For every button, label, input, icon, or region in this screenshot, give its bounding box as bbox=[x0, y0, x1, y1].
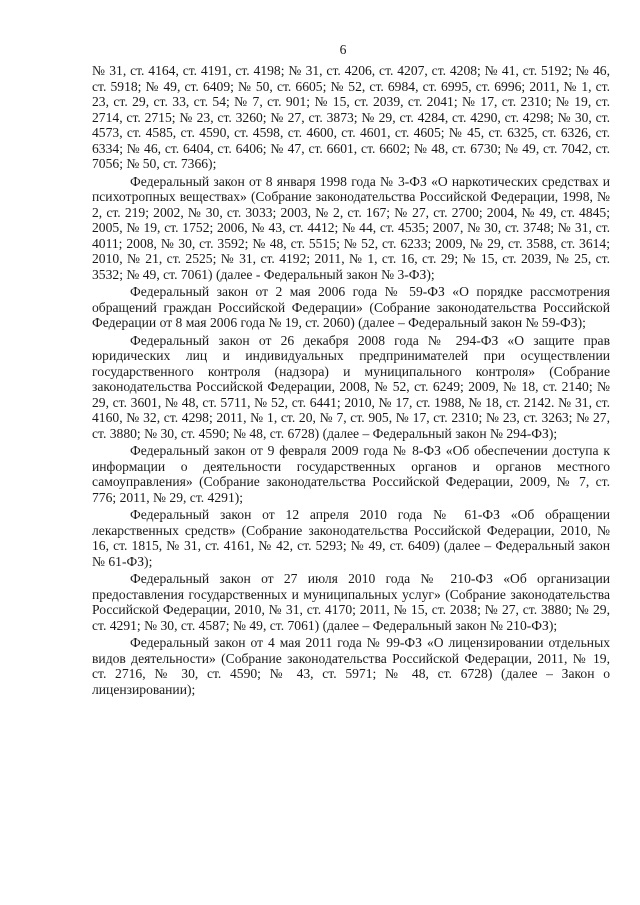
paragraph-law-61fz: Федеральный закон от 12 апреля 2010 года № 61-ФЗ «Об обращении лекарственных средств» (Собрание законодательства Российской Федерации, 2010, № 16, ст. 1815, № 31, ст. 4161, № 42, ст. 5293; № 49, ст. 6409) (далее – Федеральный закон № 61-ФЗ); bbox=[92, 507, 610, 569]
paragraph-law-8fz: Федеральный закон от 9 февраля 2009 года № 8-ФЗ «Об обеспечении доступа к информации о деятельности государственных органов и органов местного самоуправления» (Собрание законодательства Российской Федерации, 2009, № 7, ст. 776; 2011, № 29, ст. 4291); bbox=[92, 443, 610, 505]
paragraph-law-210fz: Федеральный закон от 27 июля 2010 года № 210-ФЗ «Об организации предоставления государственных и муниципальных услуг» (Собрание законодательства Российской Федерации, 2010, № 31, ст. 4170; 2011, № 15, ст. 2038; № 27, ст. 3880; № 29, ст. 4291; № 30, ст. 4587; № 49, ст. 7061) (далее – Федеральный закон № 210-ФЗ); bbox=[92, 571, 610, 633]
paragraph-law-3fz: Федеральный закон от 8 января 1998 года № 3-ФЗ «О наркотических средствах и психотропных веществах» (Собрание законодательства Российской Федерации, 1998, № 2, ст. 219; 2002, № 30, ст. 3033; 2003, № 2, ст. 167; № 27, ст. 2700; 2004, № 49, ст. 4845; 2005, № 19, ст. 1752; 2006, № 43, ст. 4412; № 44, ст. 4535; 2007, № 30, ст. 3748; № 31, ст. 4011; 2008, № 30, ст. 3592; № 48, ст. 5515; № 52, ст. 6233; 2009, № 29, ст. 3588, ст. 3614; 2010, № 21, ст. 2525; № 31, ст. 4192; 2011, № 1, ст. 16, ст. 29; № 15, ст. 2039, № 25, ст. 3532; № 49, ст. 7061) (далее - Федеральный закон № 3-ФЗ); bbox=[92, 173, 610, 282]
paragraph-law-99fz: Федеральный закон от 4 мая 2011 года № 99-ФЗ «О лицензировании отдельных видов деятельности» (Собрание законодательства Российской Федерации, 2011, № 19, ст. 2716, № 30, ст. 4590; № 43, ст. 5971; № 48, ст. 6728) (далее – Закон о лицензировании); bbox=[92, 635, 610, 697]
paragraph-law-294fz: Федеральный закон от 26 декабря 2008 года № 294-ФЗ «О защите прав юридических лиц и индивидуальных предпринимателей при осуществлении государственного контроля (надзора) и муниципального контроля» (Собрание законодательства Российской Федерации, 2008, № 52, ст. 6249; 2009, № 18, ст. 2140; № 29, ст. 3601, № 48, ст. 5711, № 52, ст. 6441; 2010, № 17, ст. 1988, № 18, ст. 2142. № 31, ст. 4160, № 32, ст. 4298; 2011, № 1, ст. 20, № 7, ст. 905, № 17, ст. 2310; № 23, ст. 3263; № 27, ст. 3880; № 30, ст. 4590; № 48, ст. 6728) (далее – Федеральный закон № 294-ФЗ); bbox=[92, 332, 610, 441]
paragraph-continuation: № 31, ст. 4164, ст. 4191, ст. 4198; № 31, ст. 4206, ст. 4207, ст. 4208; № 41, ст. 5192; № 46, ст. 5918; № 49, ст. 6409; № 50, ст. 6605; № 52, ст. 6984, ст. 6995, ст. 6996; 2011, № 1, ст. 23, ст. 29, ст. 33, ст. 54; № 7, ст. 901; № 15, ст. 2039, ст. 2041; № 17, ст. 2310; № 19, ст. 2714, ст. 2715; № 23, ст. 3260; № 27, ст. 3873; № 29, ст. 4284, ст. 4290, ст. 4298; № 30, ст. 4573, ст. 4585, ст. 4590, ст. 4598, ст. 4600, ст. 4601, ст. 4605; № 45, ст. 6325, ст. 6326, ст. 6334; № 46, ст. 6404, ст. 6406; № 47, ст. 6601, ст. 6602; № 48, ст. 6730; № 49, ст. 7042, ст. 7056; № 50, ст. 7366); bbox=[92, 63, 610, 171]
page-number: 6 bbox=[339, 42, 347, 57]
paragraph-law-59fz: Федеральный закон от 2 мая 2006 года № 59-ФЗ «О порядке рассмотрения обращений граждан Российской Федерации» (Собрание законодательства Российской Федерации от 8 мая 2006 года № 19, ст. 2060) (далее – Федеральный закон № 59-ФЗ); bbox=[92, 284, 610, 330]
